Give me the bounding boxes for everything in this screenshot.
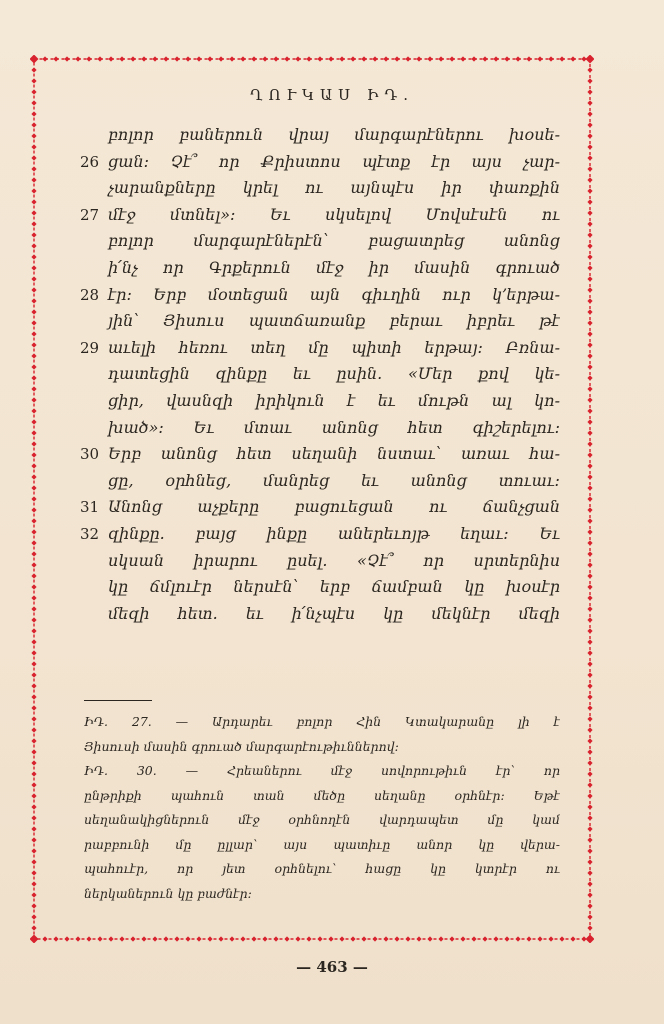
footnote-line: ընթրիքի պահուն տան մեծը սեղանը օրհնէր։ Եթէ — [84, 787, 560, 803]
text-line — [80, 468, 560, 495]
footnote-line: սեղանակիցներուն մէջ օրհնողէն վարդապետ մը կամ — [84, 812, 560, 827]
text-line — [80, 601, 560, 628]
text-line — [80, 149, 560, 176]
line-text: խած»։ Եւ մտաւ անոնց հետ գիշերելու։ — [108, 417, 560, 437]
line-text: զինքը. բայց ինքը աներեւոյթ եղաւ։ Եւ — [108, 523, 560, 543]
text-line — [80, 228, 560, 255]
line-text: դատեցին զինքը եւ ըսին. «Մեր քով կե- — [108, 364, 560, 384]
line-text: Երբ անոնց հետ սեղանի նստաւ՝ առաւ հա- — [108, 444, 560, 464]
footnote-line: պահուէր, որ յետ օրհնելու՝ հացը կը կտրէր ու — [84, 861, 560, 876]
text-line — [80, 335, 560, 362]
line-text: չարանքները կրել ու այնպէս իր փառքին — [108, 178, 560, 198]
text-line — [80, 308, 560, 335]
verse-number: 30 — [80, 445, 100, 464]
text-line — [80, 521, 560, 548]
line-text: մէջ մտնել»։ Եւ սկսելով Մովսէսէն ու — [108, 204, 560, 224]
line-text: մեզի հետ. եւ ի՛նչպէս կը մեկնէր մեզի — [108, 603, 560, 623]
verse-number: 31 — [80, 498, 100, 517]
line-text: աւելի հեռու տեղ մը պիտի երթայ։ Բռնա- — [108, 337, 560, 357]
footnote-line: ներկաներուն կը բաժնէր։ — [84, 885, 252, 901]
text-line — [80, 415, 560, 442]
line-text: ցը, օրհնեց, մանրեց եւ անոնց տուաւ։ — [108, 470, 560, 490]
main-text — [80, 122, 560, 627]
footnote-line: րաբբունի մը ըլլար՝ այս պատիւը անոր կը վերա- — [84, 836, 560, 852]
text-line — [80, 388, 560, 415]
line-text: էր։ Երբ մօտեցան այն գիւղին ուր կ՚երթա- — [108, 284, 560, 304]
verse-number: 32 — [80, 524, 100, 543]
text-line — [80, 494, 560, 521]
text-line — [80, 574, 560, 601]
page-number: — 463 — — [296, 958, 368, 976]
verse-number: 29 — [80, 338, 100, 357]
text-line — [80, 282, 560, 309]
line-text: յին՝ Յիսուս պատճառանք բերաւ իբրեւ թէ — [108, 311, 560, 331]
footnote-separator — [84, 700, 152, 701]
text-line — [80, 441, 560, 468]
footnote-line: ԻԴ. 27. — Արդարեւ բոլոր Հին Կտակարանը լի է — [84, 714, 560, 729]
line-text: Անոնց աչքերը բացուեցան ու ճանչցան — [108, 497, 560, 517]
text-line — [80, 122, 560, 149]
text-line — [80, 255, 560, 282]
running-header: ՂՈՒԿԱՍ ԻԴ. — [249, 86, 414, 104]
line-text: բոլոր մարգարէներէն՝ բացատրեց անոնց — [108, 231, 560, 251]
text-line — [80, 361, 560, 388]
verse-number: 27 — [80, 205, 100, 224]
line-text: կը ճմլուէր ներսէն՝ երբ ճամբան կը խօսէր — [108, 577, 560, 597]
text-line — [80, 548, 560, 575]
text-line — [80, 175, 560, 202]
line-text: բոլոր բաներուն վրայ մարգարէներու խօսե- — [108, 125, 560, 144]
footnote-line: Յիսուսի մասին գրուած մարգարէութիւններով։ — [84, 738, 399, 754]
footnote-line: ԻԴ. 30. — Հրեաներու մէջ սովորութիւն էր՝ որ — [84, 763, 560, 778]
verse-number: 28 — [80, 285, 100, 304]
line-text: սկսան իրարու ըսել. «Չէ՞ որ սրտերնիս — [108, 550, 560, 570]
line-text: ցան։ Չէ՞ որ Քրիստոս պէտք էր այս չար- — [108, 151, 560, 171]
text-line — [80, 202, 560, 229]
line-text: ցիր, վասնզի իրիկուն է եւ մութն ալ կո- — [108, 390, 560, 410]
verse-number: 26 — [80, 152, 100, 171]
line-text: ի՛նչ որ Գրքերուն մէջ իր մասին գրուած — [108, 257, 560, 277]
footnotes — [84, 710, 560, 906]
